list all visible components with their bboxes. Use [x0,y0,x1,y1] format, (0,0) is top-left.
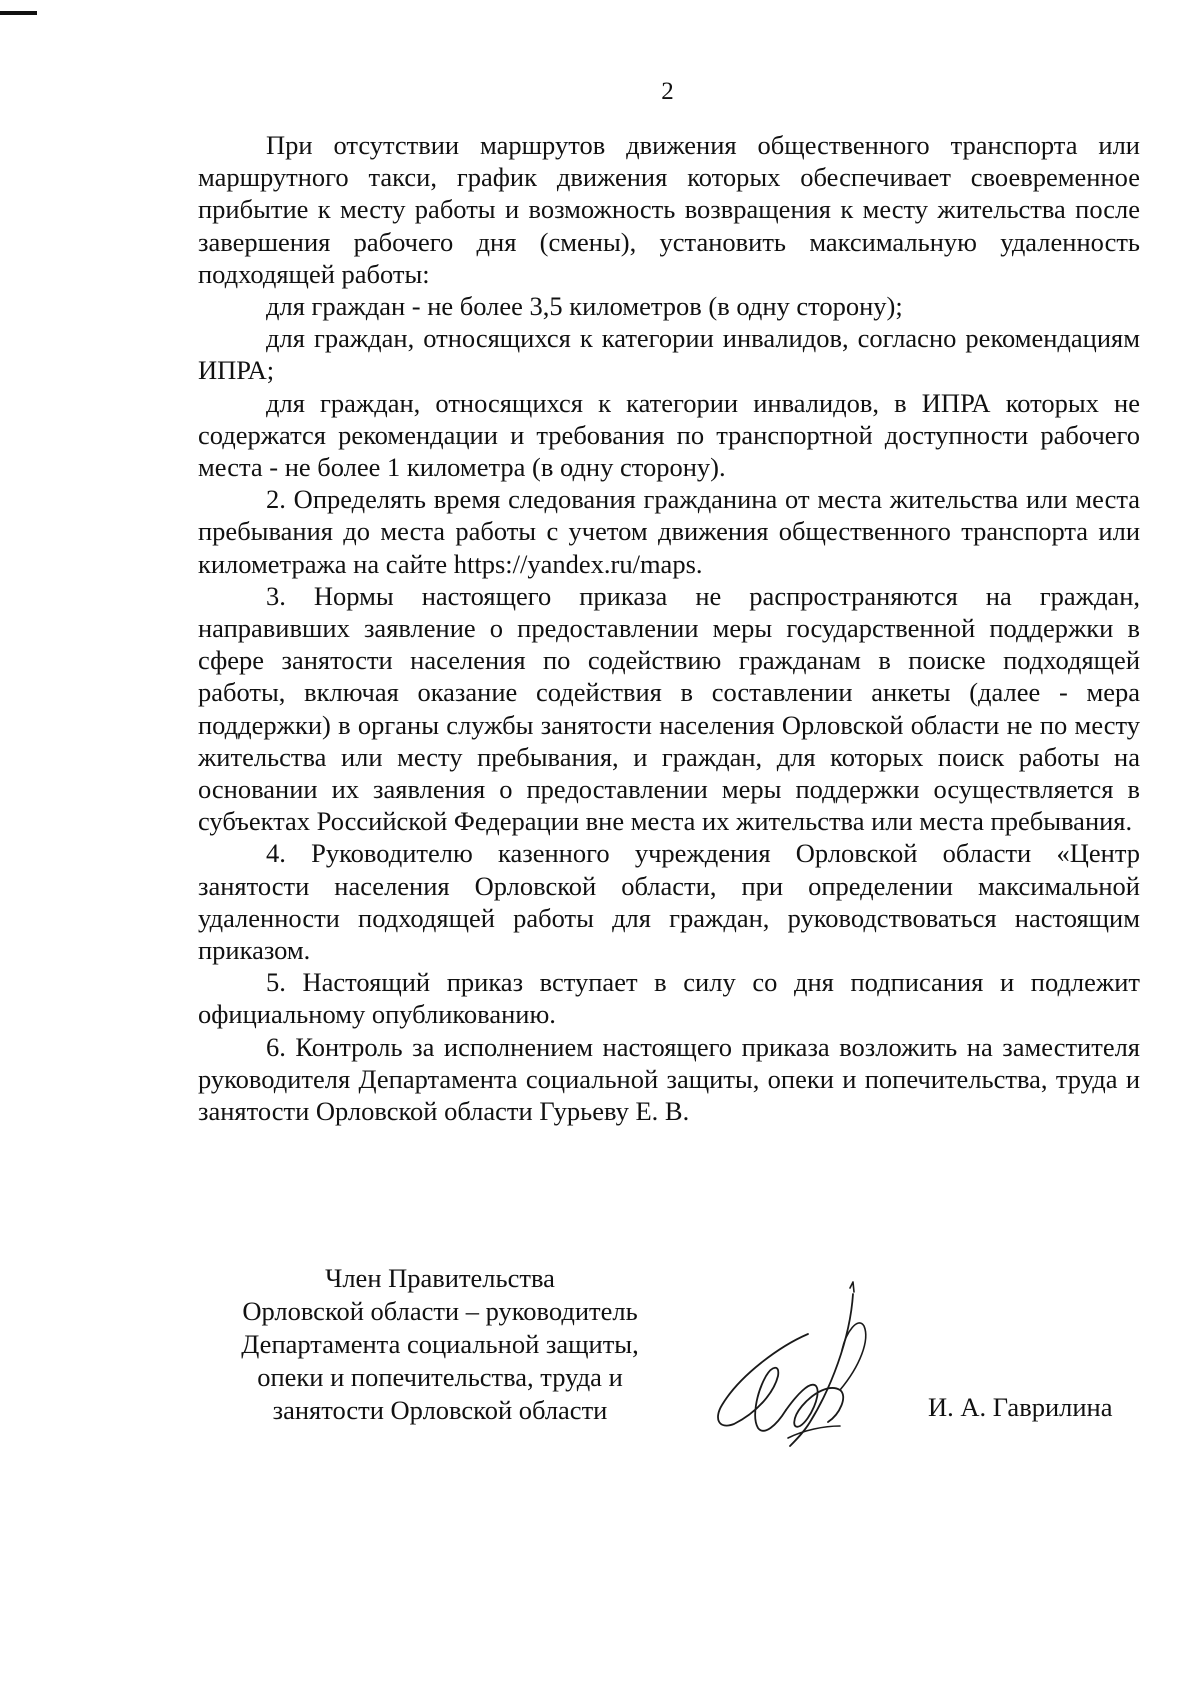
signatory-position [215,1262,665,1427]
paragraph-item-2: 2. Определять время следования гражданина от места жительства или места пребывания до места работы с учетом движения общественного транспорта или километража на сайте https://yandex.ru/maps. [198,484,1140,579]
document-body [198,129,1140,1127]
signatory-position-line: опеки и попечительства, труда и [257,1362,623,1392]
paragraph-citizens-distance: для граждан - не более 3,5 километров (в одну сторону); [266,291,903,322]
signatory-position-line: Орловской области – руководитель [242,1296,638,1326]
paragraph-item-6: 6. Контроль за исполнением настоящего приказа возложить на заместителя руководителя Департамента социальной защиты, опеки и попечительства, труда и занятости Орловской области Гурьеву Е. В. [198,1031,1140,1127]
signatory-position-line: Член Правительства [325,1263,555,1293]
scan-corner-mark [0,11,37,15]
signer-name: И. А. Гаврилина [928,1392,1113,1422]
paragraph-disabled-ipra: для граждан, относящихся к категории инвалидов, согласно рекомендациям ИПРА; [198,323,1140,386]
paragraph-item-5: 5. Настоящий приказ вступает в силу со дня подписания и подлежит официальному опубликованию. [198,967,1140,1030]
handwritten-signature [700,1280,900,1450]
paragraph-item-4: 4. Руководителю казенного учреждения Орловской области «Центр занятости населения Орловской области, при определении максимальной удаленности подходящей работы для граждан, руководствоваться настоящим приказом. [198,838,1140,966]
paragraph-disabled-no-recommendations: для граждан, относящихся к категории инвалидов, в ИПРА которых не содержатся рекомендации и требования по транспортной доступности рабочего места - не более 1 километра (в одну сторону). [198,387,1140,483]
paragraph-item-3: 3. Нормы настоящего приказа не распространяются на граждан, направивших заявление о предоставлении меры государственной поддержки в сфере занятости населения по содействию гражданам в поиске подходящей работы, включая оказание содействия в составлении анкеты (далее - мера поддержки) в органы службы занятости населения Орловской области не по месту жительства или месту пребывания, и граждан, для которых поиск работы на основании их заявления о предоставлении меры поддержки осуществляется в субъектах Российской Федерации вне места их жительства или места пребывания. [198,580,1140,837]
signatory-position-line: занятости Орловской области [272,1395,608,1425]
signatory-position-line: Департамента социальной защиты, [241,1329,639,1359]
paragraph-max-distance-intro: При отсутствии маршрутов движения общественного транспорта или маршрутного такси, график движения которых обеспечивает своевременное прибытие к месту работы и возможность возвращения к месту жительства после завершения рабочего дня (смены), установить максимальную удаленность подходящей работы: [198,130,1140,289]
page-number: 2 [661,78,674,105]
